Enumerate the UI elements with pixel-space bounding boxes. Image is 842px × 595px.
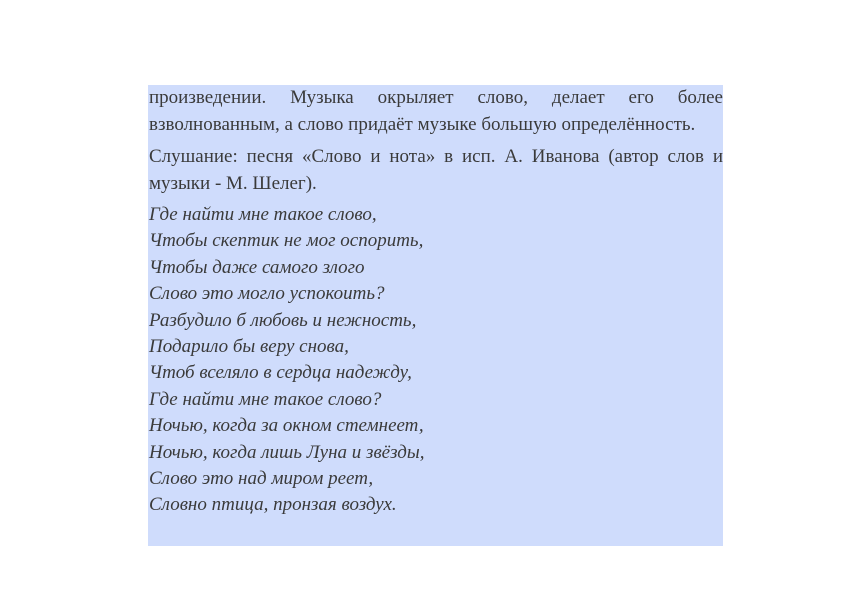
lyrics-line: Чтоб вселяло в сердца надежду, (149, 362, 412, 384)
lyrics-line: Где найти мне такое слово, (149, 204, 377, 225)
lyrics-line: Где найти мне такое слово? (149, 388, 382, 410)
lyrics-line: Слово это могло успокоить? (149, 283, 385, 305)
lyrics-line: Чтобы скептик не мог оспорить, (149, 230, 424, 252)
lyrics-line: Подарило бы веру снова, (149, 336, 349, 358)
lyrics-line: Словно птица, пронзая воздух. (149, 494, 397, 516)
lyrics-line: Ночью, когда за окном стемнеет, (149, 415, 424, 437)
song-lyrics (149, 202, 723, 519)
lyrics-line: Чтобы даже самого злого (149, 256, 365, 278)
lyrics-line: Разбудило б любовь и нежность, (149, 309, 417, 331)
highlighted-text-block (148, 85, 723, 546)
lyrics-line: Слово это над миром реет, (149, 468, 374, 490)
intro-paragraph: произведении. Музыка окрыляет слово, делает его более взволнованным, а слово придаёт музыке большую определённость. (149, 87, 723, 135)
listening-paragraph: Слушание: песня «Слово и нота» в исп. А. Иванова (автор слов и музыки - М. Шелег). (149, 146, 723, 194)
lyrics-line: Ночью, когда лишь Луна и звёзды, (149, 441, 425, 463)
